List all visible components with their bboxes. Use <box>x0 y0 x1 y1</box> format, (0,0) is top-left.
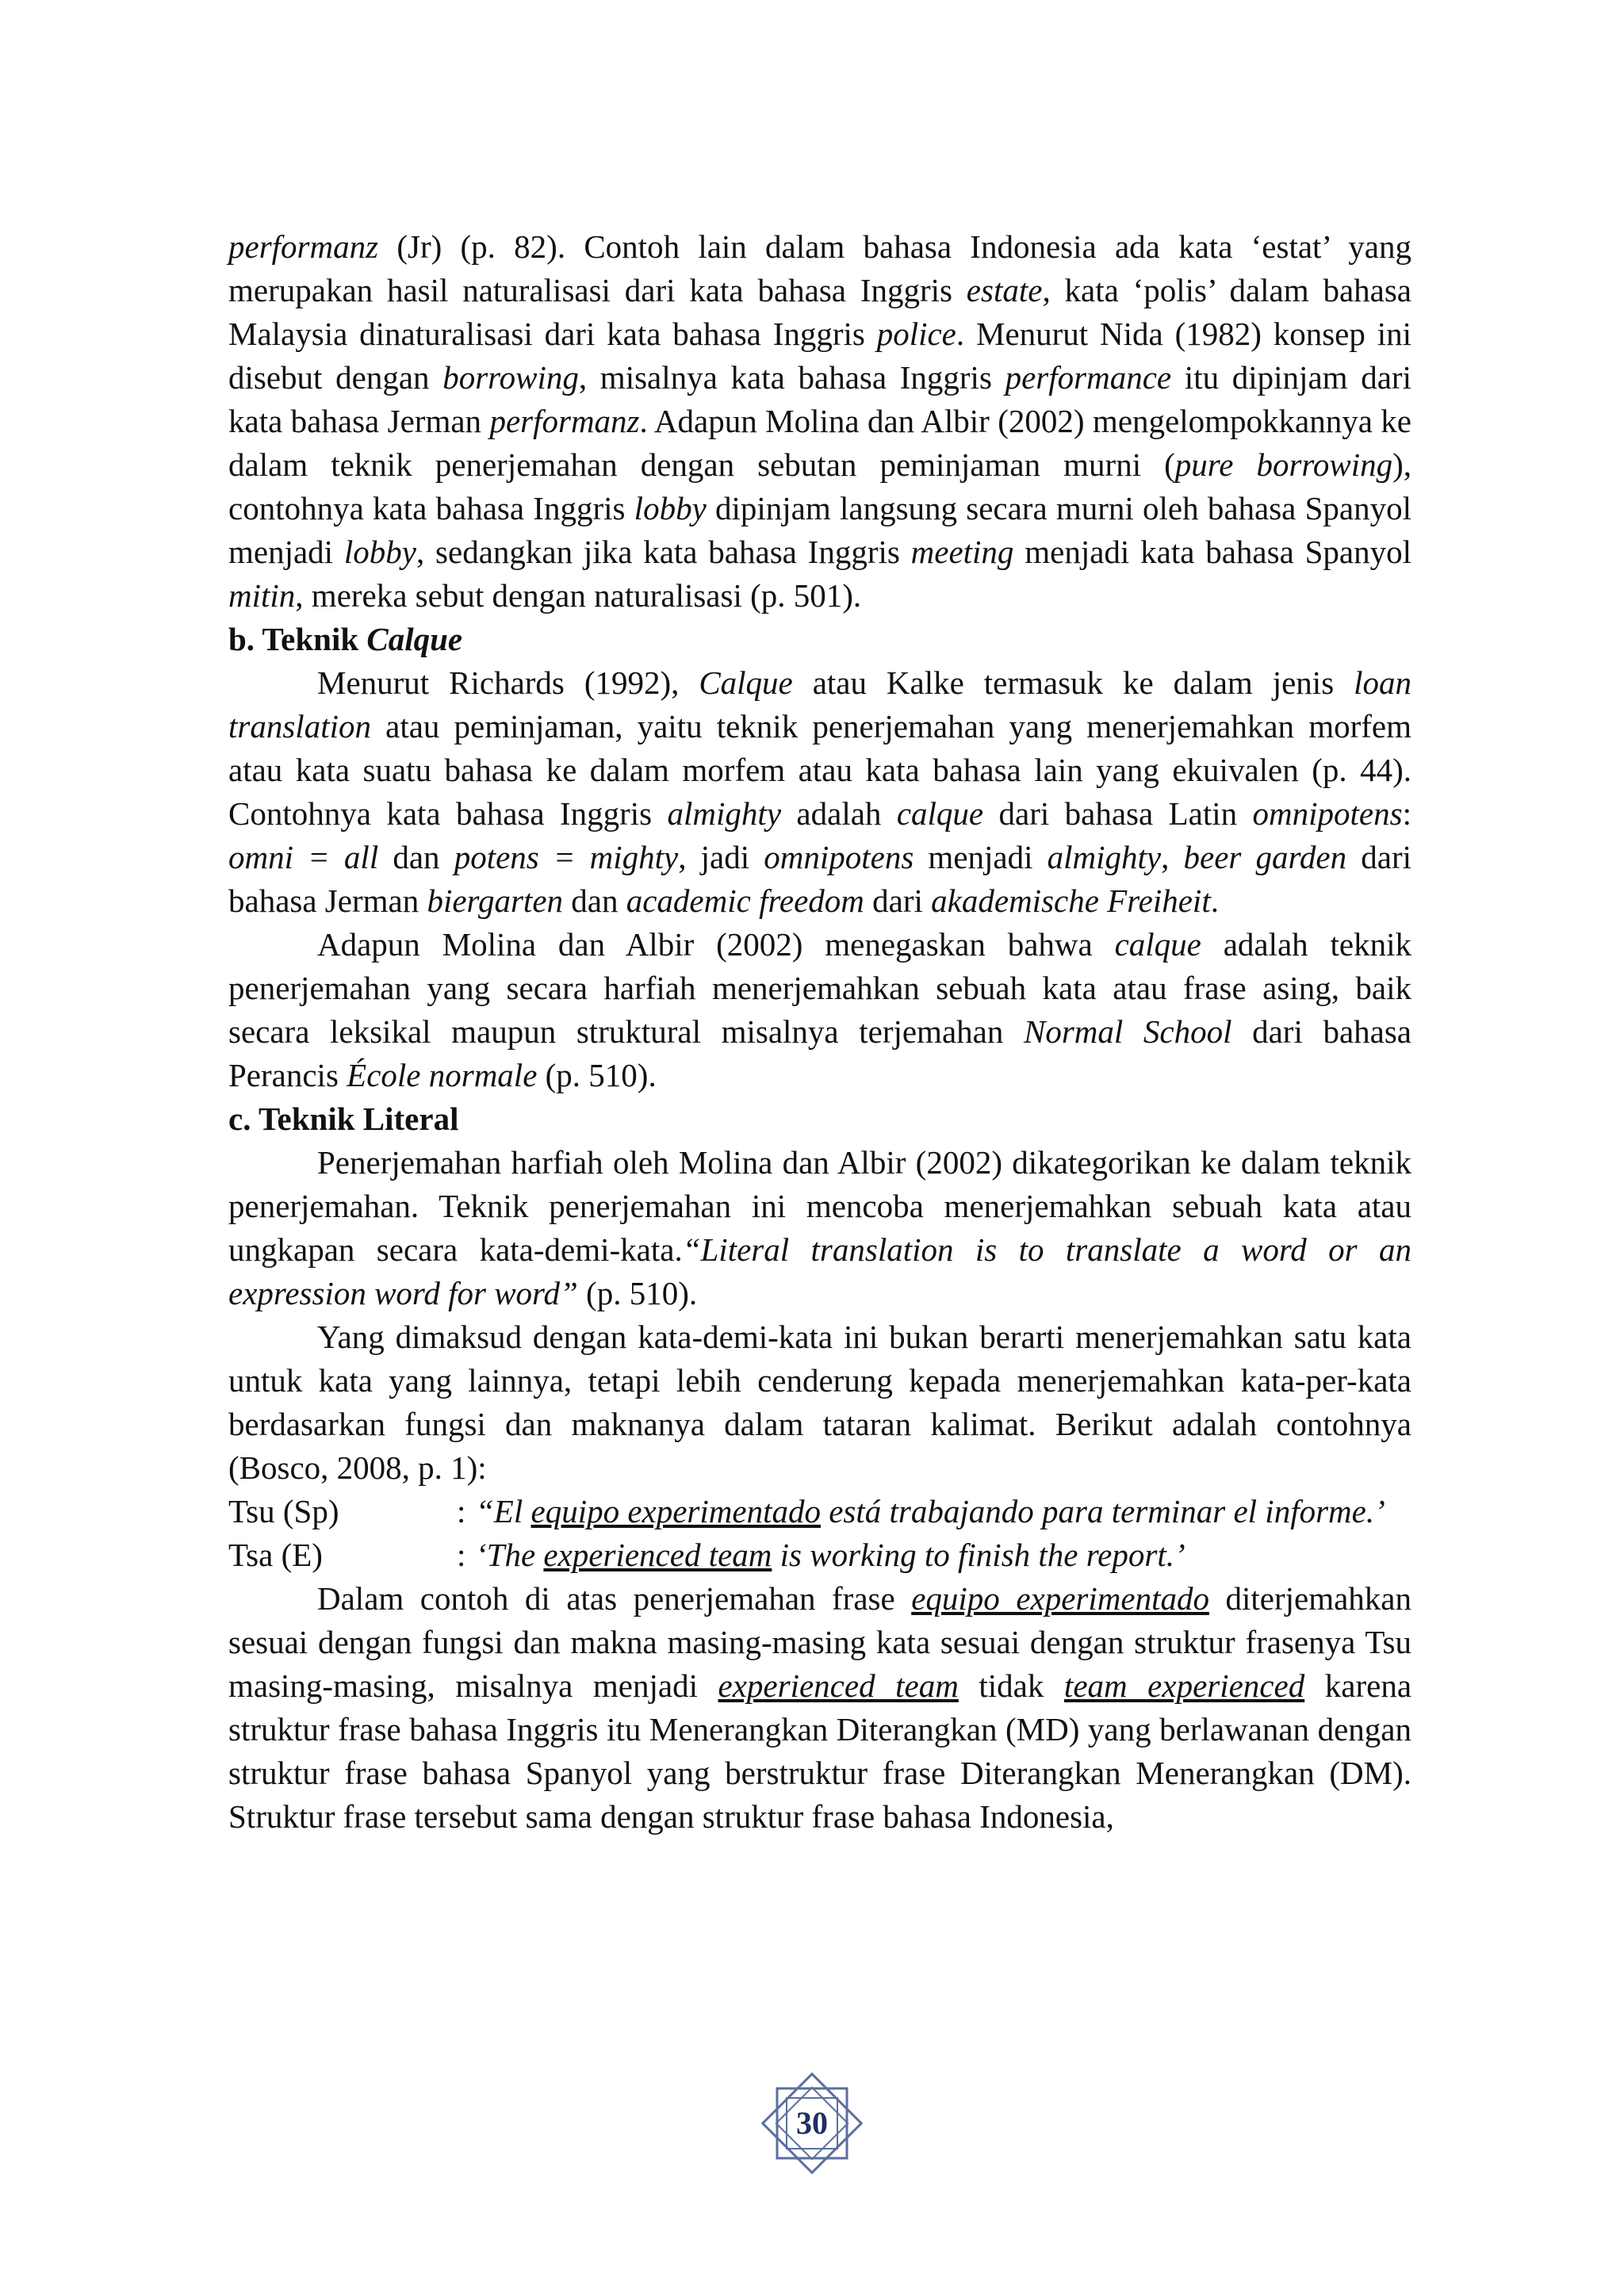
paragraph-naturalisasi: performanz (Jr) (p. 82). Contoh lain dalam bahasa Indonesia ada kata ‘estat’ yang merupakan hasil naturalisasi dari kata bahasa Inggris estate, kata ‘polis’ dalam bahasa Malaysia dinaturalisasi dari kata bahasa Inggris police. Menurut Nida (1982) konsep ini disebut dengan borrowing, misalnya kata bahasa Inggris performance itu dipinjam dari kata bahasa Jerman performanz. Adapun Molina dan Albir (2002) mengelompokkannya ke dalam teknik penerjemahan dengan sebutan peminjaman murni (pure borrowing), contohnya kata bahasa Inggris lobby dipinjam langsung secara murni oleh bahasa Spanyol menjadi lobby, sedangkan jika kata bahasa Inggris meeting menjadi kata bahasa Spanyol mitin, mereka sebut dengan naturalisasi (p. 501). <box>228 228 1411 614</box>
example-source-row <box>228 1490 1411 1533</box>
example-target-text: ‘The experienced team is working to finish the report.’ <box>476 1537 1185 1573</box>
example-source-colon: : <box>457 1493 466 1529</box>
section-heading-literal: c. Teknik Literal <box>228 1101 459 1137</box>
example-target-colon: : <box>457 1537 466 1573</box>
paragraph-literal-definition: Penerjemahan harfiah oleh Molina dan Albir (2002) dikategorikan ke dalam teknik penerjemahan. Teknik penerjemahan ini mencoba menerjemahkan sebuah kata atau ungkapan secara kata-demi-kata.“Literal translation is to translate a word or an expression word for word” (p. 510). <box>228 1144 1412 1311</box>
example-source-label: Tsu (Sp) <box>228 1493 339 1529</box>
example-target-label: Tsa (E) <box>228 1537 323 1573</box>
paragraph-kata-demi-kata: Yang dimaksud dengan kata-demi-kata ini bukan berarti menerjemahkan satu kata untuk kata yang lainnya, tetapi lebih cenderung kepada menerjemahkan kata-per-kata berdasarkan fungsi dan maknanya dalam tataran kalimat. Berikut adalah contohnya (Bosco, 2008, p. 1): <box>228 1319 1411 1486</box>
paragraph-example-explanation: Dalam contoh di atas penerjemahan frase equipo experimentado diterjemahkan sesuai dengan fungsi dan makna masing-masing kata sesuai dengan struktur frasenya Tsu masing-masing, misalnya menjadi experienced team tidak team experienced karena struktur frase bahasa Inggris itu Menerangkan Diterangkan (MD) yang berlawanan dengan struktur frase bahasa Spanyol yang berstruktur frase Diterangkan Menerangkan (DM). Struktur frase tersebut sama dengan struktur frase bahasa Indonesia, <box>228 1580 1412 1835</box>
page-number: 30 <box>796 2105 828 2141</box>
example-target-row <box>228 1533 1411 1577</box>
page-body <box>228 225 1411 1839</box>
paragraph-calque-richards: Menurut Richards (1992), Calque atau Kalke termasuk ke dalam jenis loan translation atau peminjaman, yaitu teknik penerjemahan yang menerjemahkan morfem atau kata suatu bahasa ke dalam morfem atau kata bahasa lain yang ekuivalen (p. 44). Contohnya kata bahasa Inggris almighty adalah calque dari bahasa Latin omnipotens: omni = all dan potens = mighty, jadi omnipotens menjadi almighty, beer garden dari bahasa Jerman biergarten dan academic freedom dari akademische Freiheit. <box>228 664 1412 919</box>
paragraph-calque-molina: Adapun Molina dan Albir (2002) menegaskan bahwa calque adalah teknik penerjemahan yang secara harfiah menerjemahkan sebuah kata atau frase asing, baik secara leksikal maupun struktural misalnya terjemahan Normal School dari bahasa Perancis École normale (p. 510). <box>228 926 1412 1093</box>
section-heading-calque: b. Teknik Calque <box>228 621 463 657</box>
example-source-text: “El equipo experimentado está trabajando para terminar el informe.’ <box>476 1493 1385 1529</box>
page-number-badge <box>758 2069 866 2177</box>
